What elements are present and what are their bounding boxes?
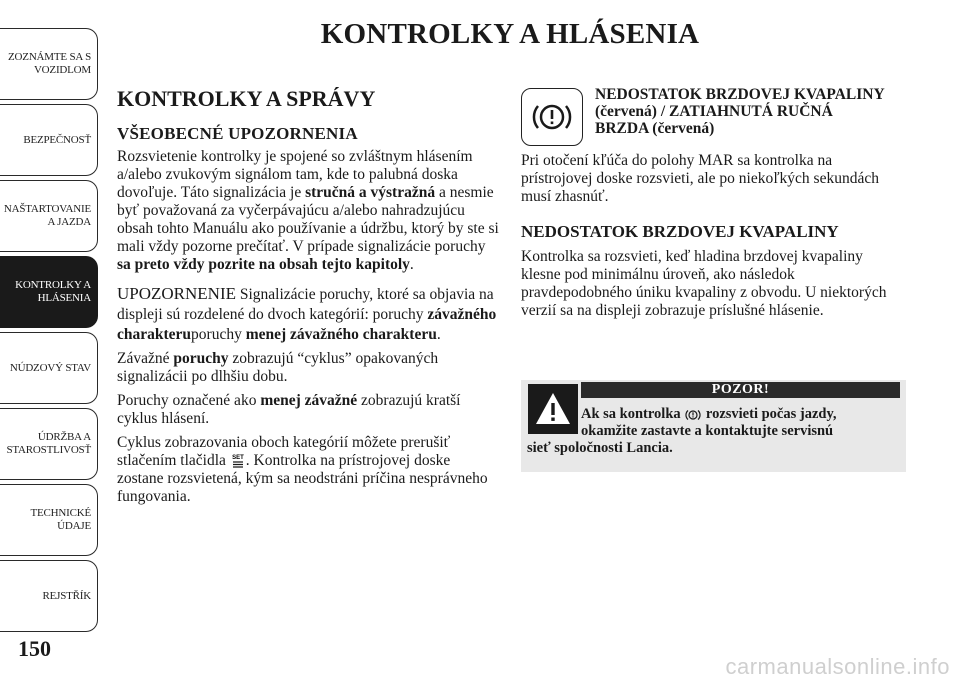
paragraph-menej-zavazne: Poruchy označené ako menej závažné zobrazujú kratší cyklus hlásení.: [117, 392, 461, 427]
page-number: 150: [18, 636, 51, 661]
tab-label: REJSTŘÍK: [42, 589, 91, 602]
tab-label: BEZPEČNOSŤ: [23, 133, 91, 146]
tab-nudzovy-stav[interactable]: [0, 332, 98, 404]
subsection-heading: VŠEOBECNÉ UPOZORNENIA: [117, 124, 358, 143]
tab-udrzba[interactable]: [0, 408, 98, 480]
watermark: carmanualsonline.info: [725, 654, 950, 679]
tab-bezpecnost[interactable]: [0, 104, 98, 176]
brake-warning-title: NEDOSTATOK BRZDOVEJ KVAPALINY (červená) / ZATIAHNUTÁ RUČNÁ BRZDA (červená): [595, 86, 885, 137]
tab-label: KONTROLKY A HLÁSENIA: [15, 279, 91, 304]
paragraph-zavazne: Závažné poruchy zobrazujú “cyklus” opakovaných signalizácii po dlhšiu dobu.: [117, 350, 439, 385]
subsection-heading-fluid: NEDOSTATOK BRZDOVEJ KVAPALINY: [521, 222, 839, 241]
warning-label: POZOR!: [581, 382, 900, 398]
paragraph-upozornenie: UPOZORNENIE Signalizácie poruchy, ktoré sa objavia na displeji sú rozdelené do dvoch kategórií: poruchy závažného charakteruporuchy menej závažného charakteru.: [117, 284, 497, 343]
page-title: KONTROLKY A HLÁSENIA: [320, 18, 700, 50]
tab-label: ZOZNÁMTE SA S VOZIDLOM: [8, 51, 91, 76]
brake-warning-icon-small: [685, 408, 701, 422]
tab-technicke-udaje[interactable]: [0, 484, 98, 556]
tab-zoznamte-sa[interactable]: [0, 28, 98, 100]
section-heading: KONTROLKY A SPRÁVY: [117, 86, 376, 111]
tab-label: NAŠTARTOVANIE A JAZDA: [3, 203, 91, 228]
tab-label: NÚDZOVÝ STAV: [9, 361, 91, 374]
brake-warning-text: Pri otočení kľúča do polohy MAR sa kontrolka na prístrojovej doske rozsvieti, ale po niekoľkých sekundách musí zhasnúť.: [521, 152, 879, 205]
right-column: [521, 86, 906, 326]
tab-label: TECHNICKÉ ÚDAJE: [30, 507, 91, 532]
brake-warning-icon: [521, 88, 583, 146]
left-column: [117, 86, 499, 512]
tab-nastartovanie[interactable]: [0, 180, 98, 252]
tab-rejstrik[interactable]: [0, 560, 98, 632]
svg-text:SET: SET: [231, 455, 244, 462]
fluid-text: Kontrolka sa rozsvieti, keď hladina brzdovej kvapaliny klesne pod minimálnu úroveň, ako následok pravdepodobného úniku kvapaliny z obvodu. U niektorých verzií sa na displeji zobrazuje príslušné hlásenie.: [521, 248, 887, 319]
tab-label: ÚDRŽBA A STAROSTLIVOSŤ: [6, 431, 91, 456]
brake-warning-header: [521, 86, 906, 146]
set-button-icon: [232, 453, 244, 469]
paragraph-cyklus: Cyklus zobrazovania oboch kategórií môžete prerušiť stlačením tlačidla SET . Kontrolka na prístrojovej doske zostane rozsvietená, kým sa neodstráni príčina nesprávneho fungovania.: [117, 434, 488, 505]
tab-kontrolky[interactable]: [0, 256, 98, 328]
warning-text: Ak sa kontrolka rozsvieti počas jazdy, okamžite zastavte a kontaktujte servisnú sieť spoločnosti Lancia.: [527, 406, 837, 456]
paragraph-intro: Rozsvietenie kontrolky je spojené so zvláštnym hlásením a/alebo zvukovým signálom tam, kde to palubná doska dovoľuje. Táto signalizácia je stručná a výstražná a nesmie byť považovaná za vyčerpávajúcu a/alebo nahradzujúcu obsah tohto Manuálu ako používanie a údržbu, ktorý by ste si mali vždy pozorne prečítať. V prípade signalizácie poruchy sa preto vždy pozrite na obsah tejto kapitoly.: [117, 148, 499, 273]
warning-box: [521, 380, 906, 472]
